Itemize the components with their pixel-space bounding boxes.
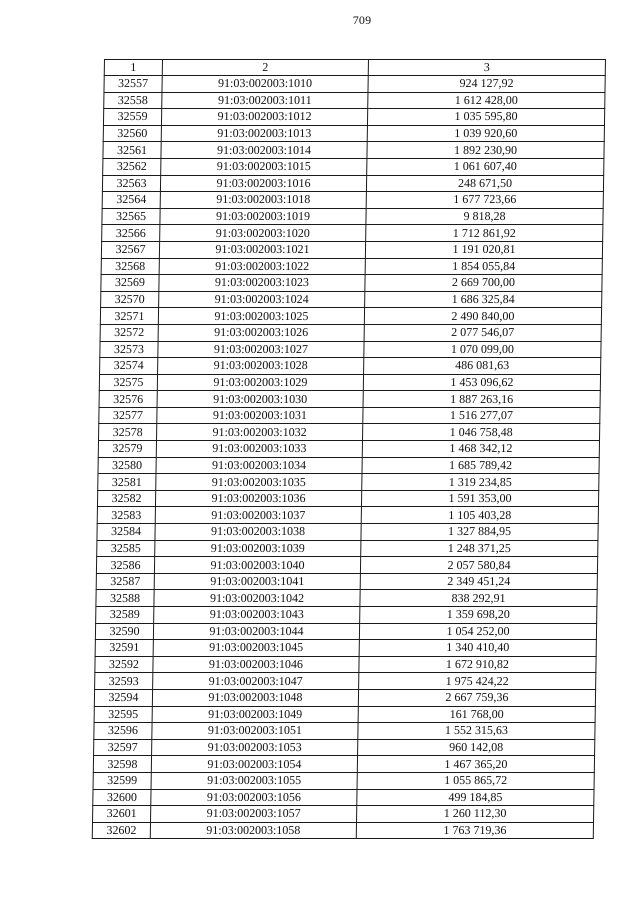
cadastral-number-cell: 91:03:002003:1041	[154, 573, 360, 590]
table-row	[94, 723, 595, 740]
row-number-cell: 32596	[94, 723, 152, 740]
value-cell: 1 260 112,30	[357, 806, 594, 823]
cadastral-number-cell: 91:03:002003:1032	[157, 424, 363, 441]
row-number-cell: 32592	[95, 656, 153, 673]
value-cell: 486 081,63	[364, 358, 601, 375]
table-row	[95, 673, 596, 690]
value-cell: 2 669 700,00	[365, 275, 602, 292]
table-row	[99, 374, 600, 391]
cadastral-number-cell: 91:03:002003:1055	[151, 772, 357, 789]
table-row	[101, 241, 602, 258]
table-row	[93, 806, 594, 823]
cadastral-number-cell: 91:03:002003:1023	[159, 275, 365, 292]
table-row	[97, 540, 598, 557]
value-cell: 499 184,85	[357, 789, 594, 806]
value-cell: 1 191 020,81	[365, 241, 602, 258]
value-cell: 924 127,92	[368, 76, 605, 93]
cadastral-number-cell: 91:03:002003:1039	[155, 540, 361, 557]
row-number-cell: 32561	[103, 142, 161, 159]
cadastral-number-cell: 91:03:002003:1044	[153, 623, 359, 640]
value-cell: 1 467 365,20	[357, 756, 594, 773]
value-cell: 1 046 758,48	[363, 424, 600, 441]
row-number-cell: 32560	[103, 125, 161, 142]
cadastral-number-cell: 91:03:002003:1036	[155, 490, 361, 507]
table-row	[103, 125, 604, 142]
table-row	[99, 424, 600, 441]
value-cell: 2 490 840,00	[364, 308, 601, 325]
cadastral-number-cell: 91:03:002003:1034	[156, 457, 362, 474]
table-row	[93, 756, 594, 773]
row-number-cell: 32579	[98, 441, 156, 458]
row-number-cell: 32573	[100, 341, 158, 358]
cadastral-number-cell: 91:03:002003:1014	[161, 142, 367, 159]
row-number-cell: 32584	[97, 524, 155, 541]
value-cell: 1 975 424,22	[359, 673, 596, 690]
cadastral-number-cell: 91:03:002003:1051	[152, 723, 358, 740]
cadastral-number-cell: 91:03:002003:1030	[157, 391, 363, 408]
value-cell: 2 667 759,36	[358, 689, 595, 706]
cadastral-number-cell: 91:03:002003:1010	[162, 76, 368, 93]
value-cell: 838 292,91	[360, 590, 597, 607]
row-number-cell: 32599	[93, 772, 151, 789]
table-row	[95, 656, 596, 673]
table-row	[94, 739, 595, 756]
cadastral-number-cell: 91:03:002003:1029	[157, 374, 363, 391]
table-row	[100, 358, 601, 375]
value-cell: 1 854 055,84	[365, 258, 602, 275]
table-row	[102, 208, 603, 225]
cadastral-number-cell: 91:03:002003:1020	[160, 225, 366, 242]
value-cell: 1 319 234,85	[362, 474, 599, 491]
table-row	[104, 76, 605, 93]
table-row	[96, 573, 597, 590]
table-row	[96, 607, 597, 624]
value-cell: 1 035 595,80	[367, 109, 604, 126]
table-row	[101, 275, 602, 292]
value-cell: 1 712 861,92	[366, 225, 603, 242]
cadastral-number-cell: 91:03:002003:1053	[152, 739, 358, 756]
value-cell: 1 039 920,60	[367, 125, 604, 142]
cadastral-number-cell: 91:03:002003:1031	[157, 407, 363, 424]
table-row	[103, 142, 604, 159]
row-number-cell: 32593	[95, 673, 153, 690]
value-cell: 1 070 099,00	[364, 341, 601, 358]
table-row	[100, 341, 601, 358]
row-number-cell: 32581	[98, 474, 156, 491]
table-row	[103, 109, 604, 126]
value-cell: 1 340 410,40	[359, 640, 596, 657]
page-number: 709	[352, 13, 372, 27]
column-header-1: 1	[104, 60, 162, 76]
cadastral-number-cell: 91:03:002003:1022	[159, 258, 365, 275]
table-row	[98, 441, 599, 458]
cadastral-number-cell: 91:03:002003:1035	[156, 474, 362, 491]
row-number-cell: 32589	[96, 607, 154, 624]
value-cell: 1 552 315,63	[358, 723, 595, 740]
row-number-cell: 32562	[103, 158, 161, 175]
table-row	[100, 324, 601, 341]
row-number-cell: 32570	[101, 291, 159, 308]
table-row	[96, 590, 597, 607]
row-number-cell: 32566	[102, 225, 160, 242]
value-cell: 1 685 789,42	[362, 457, 599, 474]
cadastral-number-cell: 91:03:002003:1026	[158, 324, 364, 341]
value-cell: 1 105 403,28	[361, 507, 598, 524]
cadastral-number-cell: 91:03:002003:1012	[161, 109, 367, 126]
value-cell: 2 349 451,24	[360, 573, 597, 590]
table-row	[92, 822, 593, 839]
row-number-cell: 32572	[100, 324, 158, 341]
value-cell: 1 468 342,12	[362, 441, 599, 458]
row-number-cell: 32580	[98, 457, 156, 474]
cadastral-number-cell: 91:03:002003:1040	[154, 557, 360, 574]
row-number-cell: 32576	[99, 391, 157, 408]
row-number-cell: 32585	[97, 540, 155, 557]
cadastral-number-cell: 91:03:002003:1027	[158, 341, 364, 358]
row-number-cell: 32598	[93, 756, 151, 773]
table-row	[98, 457, 599, 474]
table-row	[99, 391, 600, 408]
column-header-2: 2	[162, 60, 368, 76]
cadastral-number-cell: 91:03:002003:1025	[158, 308, 364, 325]
row-number-cell: 32600	[93, 789, 151, 806]
row-number-cell: 32591	[95, 640, 153, 657]
value-cell: 960 142,08	[358, 739, 595, 756]
row-number-cell: 32595	[94, 706, 152, 723]
table-row	[102, 192, 603, 209]
cadastral-number-cell: 91:03:002003:1019	[160, 208, 366, 225]
row-number-cell: 32597	[94, 739, 152, 756]
value-cell: 1 591 353,00	[361, 490, 598, 507]
table-row	[102, 175, 603, 192]
cadastral-number-cell: 91:03:002003:1028	[158, 358, 364, 375]
table-row	[101, 291, 602, 308]
row-number-cell: 32577	[99, 407, 157, 424]
row-number-cell: 32586	[96, 557, 154, 574]
row-number-cell: 32569	[101, 275, 159, 292]
table-row	[104, 92, 605, 109]
table-row	[95, 623, 596, 640]
row-number-cell: 32568	[101, 258, 159, 275]
cadastral-number-cell: 91:03:002003:1047	[153, 673, 359, 690]
value-cell: 1 677 723,66	[366, 192, 603, 209]
value-cell: 1 061 607,40	[367, 158, 604, 175]
cadastral-number-cell: 91:03:002003:1013	[161, 125, 367, 142]
table-row	[102, 225, 603, 242]
value-cell: 161 768,00	[358, 706, 595, 723]
value-cell: 1 672 910,82	[359, 656, 596, 673]
value-cell: 1 453 096,62	[363, 374, 600, 391]
cadastral-number-cell: 91:03:002003:1011	[162, 92, 368, 109]
row-number-cell: 32594	[94, 689, 152, 706]
table-row	[93, 789, 594, 806]
header-row	[104, 60, 605, 76]
table-row	[99, 407, 600, 424]
data-table	[92, 59, 606, 839]
value-cell: 1 054 252,00	[359, 623, 596, 640]
cadastral-number-cell: 91:03:002003:1056	[151, 789, 357, 806]
value-cell: 248 671,50	[366, 175, 603, 192]
cadastral-number-cell: 91:03:002003:1043	[154, 607, 360, 624]
value-cell: 2 077 546,07	[364, 324, 601, 341]
table-row	[97, 524, 598, 541]
row-number-cell: 32565	[102, 208, 160, 225]
row-number-cell: 32575	[99, 374, 157, 391]
table-row	[94, 706, 595, 723]
value-cell: 1 612 428,00	[368, 92, 605, 109]
row-number-cell: 32563	[102, 175, 160, 192]
row-number-cell: 32578	[99, 424, 157, 441]
table-row	[98, 474, 599, 491]
cadastral-number-cell: 91:03:002003:1016	[160, 175, 366, 192]
value-cell: 9 818,28	[366, 208, 603, 225]
cadastral-number-cell: 91:03:002003:1037	[155, 507, 361, 524]
cadastral-number-cell: 91:03:002003:1024	[159, 291, 365, 308]
row-number-cell: 32590	[95, 623, 153, 640]
value-cell: 1 516 277,07	[363, 407, 600, 424]
column-header-3: 3	[368, 60, 605, 76]
cadastral-number-cell: 91:03:002003:1045	[153, 640, 359, 657]
cadastral-number-cell: 91:03:002003:1018	[160, 192, 366, 209]
row-number-cell: 32588	[96, 590, 154, 607]
row-number-cell: 32583	[97, 507, 155, 524]
cadastral-number-cell: 91:03:002003:1048	[152, 689, 358, 706]
row-number-cell: 32567	[101, 241, 159, 258]
row-number-cell: 32557	[104, 76, 162, 93]
row-number-cell: 32602	[92, 822, 150, 839]
row-number-cell: 32582	[97, 490, 155, 507]
cadastral-number-cell: 91:03:002003:1015	[161, 158, 367, 175]
row-number-cell: 32564	[102, 192, 160, 209]
cadastral-number-cell: 91:03:002003:1049	[152, 706, 358, 723]
table-row	[93, 772, 594, 789]
row-number-cell: 32587	[96, 573, 154, 590]
table-row	[97, 490, 598, 507]
cadastral-number-cell: 91:03:002003:1054	[151, 756, 357, 773]
row-number-cell: 32574	[100, 358, 158, 375]
value-cell: 1 248 371,25	[361, 540, 598, 557]
table-body	[92, 76, 605, 839]
value-cell: 1 892 230,90	[367, 142, 604, 159]
value-cell: 1 763 719,36	[356, 822, 593, 839]
value-cell: 1 327 884,95	[361, 524, 598, 541]
table-row	[103, 158, 604, 175]
value-cell: 2 057 580,84	[360, 557, 597, 574]
cadastral-number-cell: 91:03:002003:1058	[150, 822, 356, 839]
cadastral-number-cell: 91:03:002003:1046	[153, 656, 359, 673]
row-number-cell: 32559	[103, 109, 161, 126]
table-header	[104, 60, 605, 76]
table-row	[97, 507, 598, 524]
table-row	[96, 557, 597, 574]
value-cell: 1 055 865,72	[357, 772, 594, 789]
table-row	[101, 258, 602, 275]
cadastral-number-cell: 91:03:002003:1021	[159, 241, 365, 258]
cadastral-number-cell: 91:03:002003:1033	[156, 441, 362, 458]
table-row	[94, 689, 595, 706]
cadastral-number-cell: 91:03:002003:1038	[155, 524, 361, 541]
row-number-cell: 32558	[104, 92, 162, 109]
table-row	[100, 308, 601, 325]
row-number-cell: 32571	[100, 308, 158, 325]
cadastral-number-cell: 91:03:002003:1042	[154, 590, 360, 607]
table-row	[95, 640, 596, 657]
value-cell: 1 887 263,16	[363, 391, 600, 408]
row-number-cell: 32601	[93, 806, 151, 823]
cadastral-number-cell: 91:03:002003:1057	[151, 806, 357, 823]
value-cell: 1 359 698,20	[360, 607, 597, 624]
value-cell: 1 686 325,84	[365, 291, 602, 308]
